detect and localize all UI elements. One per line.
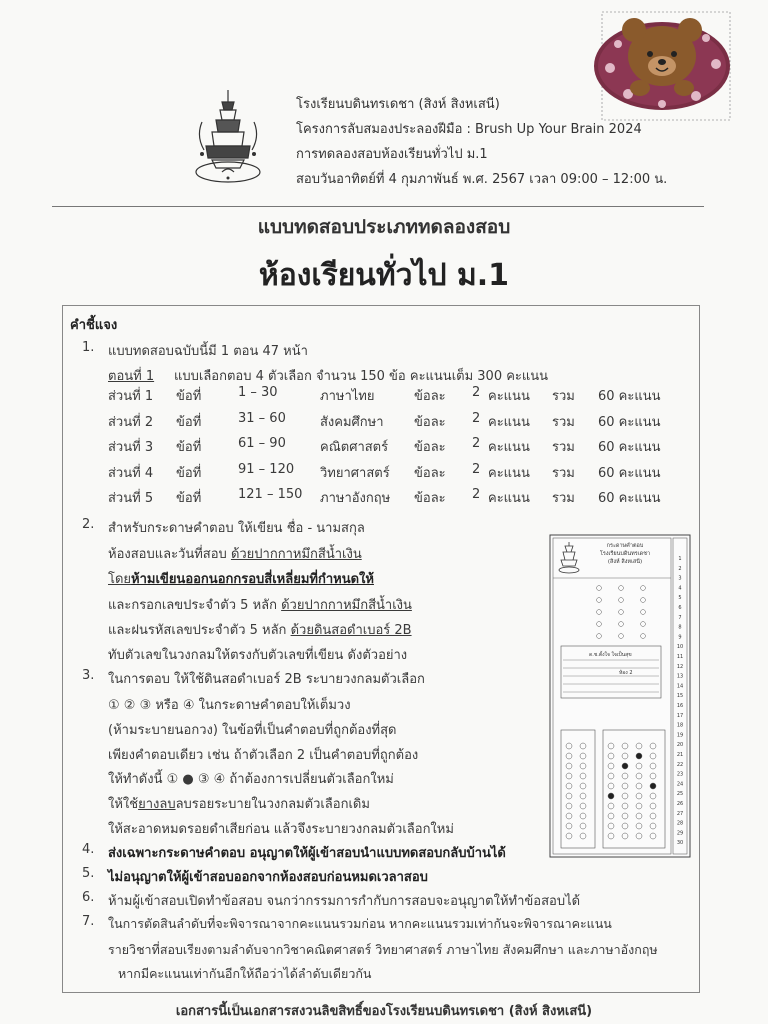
item-3-line-b: ① ② ③ หรือ ④ ในกระดาษคำตอบให้เต็มวง <box>108 698 351 713</box>
item-3-line-c: (ห้ามระบายนอกวง) ในข้อที่เป็นคำตอบที่ถูกต้องที่สุด <box>108 723 397 738</box>
sheet-row-number: 30 <box>676 840 684 847</box>
score-table-cell-sum: 60 คะแนน <box>598 440 661 455</box>
score-table-cell-range: 91 – 120 <box>238 461 295 477</box>
item-2-line-c-text: โดย <box>108 572 132 587</box>
sheet-row-number: 3 <box>678 575 682 582</box>
sheet-row-number: 6 <box>678 605 682 611</box>
sheet-row-number: 21 <box>676 752 684 758</box>
item-3-line-f <box>108 793 370 814</box>
sheet-row-number: 24 <box>676 781 684 788</box>
item-1-text: แบบทดสอบฉบับนี้มี 1 ตอน 47 หน้า <box>108 344 308 359</box>
project-name: โครงการลับสมองประลองฝีมือ : Brush Up Your Brain 2024 <box>296 122 642 137</box>
item-2-line-d-underline: ด้วยปากกาหมึกสีน้ำเงิน <box>281 598 412 613</box>
score-table-cell-range: 61 – 90 <box>238 436 286 451</box>
sample-answer-sheet <box>549 534 691 858</box>
score-table-cell-total: รวม <box>552 389 575 404</box>
item-2-line-d-text: และกรอกเลขประจำตัว 5 หลัก <box>108 598 282 613</box>
sheet-row-number: 1 <box>678 556 682 562</box>
item-2-line-e-text: และฝนรหัสเลขประจำตัว 5 หลัก <box>108 623 291 638</box>
sheet-row-number: 12 <box>676 663 684 670</box>
score-table-cell-pts: 2 <box>472 461 481 477</box>
score-table-cell-sum: 60 คะแนน <box>598 491 661 506</box>
score-table-cell-pts: 2 <box>472 385 481 400</box>
score-table-cell-subject: คณิตศาสตร์ <box>320 440 389 455</box>
sheet-row-number: 20 <box>676 742 684 749</box>
sheet-row-number: 28 <box>676 820 684 827</box>
doc-title: ห้องเรียนทั่วไป ม.1 <box>258 258 510 293</box>
exam-name: การทดลองสอบห้องเรียนทั่วไป ม.1 <box>296 147 488 162</box>
score-table-cell-unit: คะแนน <box>488 465 530 481</box>
score-table-cell-each: ข้อละ <box>414 389 446 404</box>
item-2-line-b-text: ห้องสอบและวันที่สอบ <box>108 547 231 562</box>
item-1-number: 1. <box>82 340 95 355</box>
score-table-cell-sec: ส่วนที่ 1 <box>108 389 154 404</box>
item-6-text: ห้ามผู้เข้าสอบเปิดทำข้อสอบ จนกว่ากรรมการกำกับการสอบจะอนุญาตให้ทำข้อสอบได้ <box>108 894 581 909</box>
score-table-cell-subject: ภาษาไทย <box>320 389 375 404</box>
item-5-number: 5. <box>82 866 95 881</box>
item-7-number: 7. <box>82 914 95 929</box>
sheet-row-number: 9 <box>678 634 682 641</box>
answer-sheet-school: โรงเรียนบดินทรเดชา <box>599 551 651 557</box>
item-4-text: ส่งเฉพาะกระดาษคำตอบ อนุญาตให้ผู้เข้าสอบนำแบบทดสอบกลับบ้านได้ <box>108 846 506 861</box>
score-table-cell-range: 121 – 150 <box>238 487 303 502</box>
sheet-id-bubble <box>650 783 656 789</box>
score-table-cell-unit: คะแนน <box>488 440 530 455</box>
sheet-row-number: 19 <box>676 732 684 739</box>
item-3-line-a: ในการตอบ ให้ใช้ดินสอดำเบอร์ 2B ระบายวงกลมตัวเลือก <box>108 672 425 687</box>
item-7-line-b: รายวิชาที่สอบเรียงตามลำดับจากวิชาคณิตศาสตร์ วิทยาศาสตร์ ภาษาไทย สังคมศึกษา และภาษาอังกฤษ <box>108 942 658 957</box>
sheet-row-number: 14 <box>676 683 684 690</box>
score-table-cell-sec: ส่วนที่ 2 <box>108 414 154 430</box>
score-table-cell-subject: ภาษาอังกฤษ <box>320 491 391 506</box>
score-table-cell-q: ข้อที่ <box>176 491 202 506</box>
score-table-cell-sec: ส่วนที่ 4 <box>108 465 154 481</box>
score-table-cell-pts: 2 <box>472 410 481 426</box>
item-2-line-a: สำหรับกระดาษคำตอบ ให้เขียน ชื่อ - นามสกุล <box>108 521 365 536</box>
score-table-cell-each: ข้อละ <box>414 440 446 455</box>
score-table-cell-sec: ส่วนที่ 3 <box>108 440 154 455</box>
sheet-row-number: 26 <box>676 801 684 807</box>
exam-date: สอบวันอาทิตย์ที่ 4 กุมภาพันธ์ พ.ศ. 2567 เวลา 09:00 – 12:00 น. <box>296 172 668 187</box>
sheet-row-number: 10 <box>676 644 684 651</box>
score-table-cell-each: ข้อละ <box>414 491 446 506</box>
sheet-row-number: 22 <box>676 761 684 768</box>
instructions-heading: คำชี้แจง <box>70 318 118 333</box>
part-label: ตอนที่ 1 <box>108 369 155 384</box>
sheet-row-number: 17 <box>676 712 684 719</box>
school-name: โรงเรียนบดินทรเดชา (สิงห์ สิงหเสนี) <box>296 97 500 112</box>
sheet-row-number: 2 <box>678 565 682 572</box>
item-2-line-f: ทับตัวเลขในวงกลมให้ตรงกับตัวเลขที่เขียน ดังตัวอย่าง <box>108 648 408 663</box>
item-2-line-e <box>108 619 412 640</box>
score-table-cell-total: รวม <box>552 465 575 481</box>
score-table-cell-range: 1 – 30 <box>238 385 278 400</box>
item-2-line-c-bold: ห้ามเขียนออกนอกกรอบสี่เหลี่ยมที่กำหนดให้ <box>131 572 374 587</box>
answer-sheet-title: กระดาษคำตอบ <box>606 543 644 549</box>
score-table-cell-q: ข้อที่ <box>176 465 202 481</box>
item-3-line-e: ให้ทำดังนี้ ① ● ③ ④ ถ้าต้องการเปลี่ยนตัวเลือกใหม่ <box>108 772 394 787</box>
doc-subtitle: แบบทดสอบประเภททดลองสอบ <box>257 216 511 238</box>
item-3-line-f-rest: ลบรอยระบายในวงกลมตัวเลือกเดิม <box>175 797 370 812</box>
bear-sticker-image <box>592 8 732 122</box>
score-table-cell-total: รวม <box>552 414 575 430</box>
item-5-text: ไม่อนุญาตให้ผู้เข้าสอบออกจากห้องสอบก่อนหมดเวลาสอบ <box>108 870 428 885</box>
score-table-cell-pts: 2 <box>472 436 481 451</box>
score-table-cell-each: ข้อละ <box>414 465 446 481</box>
school-emblem-icon <box>192 88 264 190</box>
item-2-line-c <box>108 568 374 589</box>
score-table-cell-each: ข้อละ <box>414 414 446 430</box>
score-table-cell-pts: 2 <box>472 487 481 502</box>
sheet-id-bubble <box>608 793 614 799</box>
item-3-line-g: ให้สะอาดหมดรอยดำเสียก่อน แล้วจึงระบายวงกลมตัวเลือกใหม่ <box>108 822 454 837</box>
sheet-row-number: 8 <box>678 624 682 631</box>
score-table-cell-sum: 60 คะแนน <box>598 389 661 404</box>
item-7-line-c: หากมีคะแนนเท่ากันอีกให้ถือว่าได้ลำดับเดียวกัน <box>118 966 372 981</box>
score-table-cell-q: ข้อที่ <box>176 389 202 404</box>
sheet-id-bubble <box>622 763 628 769</box>
sheet-row-number: 29 <box>676 830 684 837</box>
sheet-row-number: 16 <box>676 703 684 709</box>
score-table-cell-total: รวม <box>552 440 575 455</box>
sheet-row-number: 13 <box>676 673 684 680</box>
score-table-cell-unit: คะแนน <box>488 389 530 404</box>
score-table-cell-subject: วิทยาศาสตร์ <box>320 465 390 481</box>
sheet-row-number: 27 <box>676 810 684 817</box>
sheet-row-number: 23 <box>676 771 684 778</box>
answer-sheet-school-sub: (สิงห์ สิงหเสนี) <box>607 559 643 565</box>
answer-sheet-sample-name: ด.ช.ตั้งใจ ใจเป็นสุข <box>589 652 632 658</box>
sheet-row-number: 4 <box>678 585 682 592</box>
item-3-line-f-text: ให้ใช้ <box>108 797 139 812</box>
item-2-line-e-underline: ด้วยดินสอดำเบอร์ 2B <box>290 623 412 638</box>
sheet-row-number: 11 <box>676 654 684 660</box>
score-table-cell-range: 31 – 60 <box>238 410 286 426</box>
item-3-line-d: เพียงคำตอบเดียว เช่น ถ้าตัวเลือก 2 เป็นคำตอบที่ถูกต้อง <box>108 748 419 763</box>
score-table-cell-total: รวม <box>552 491 575 506</box>
item-6-number: 6. <box>82 890 95 905</box>
header-divider <box>52 206 704 207</box>
item-3-line-f-underline: ยางลบ <box>138 797 176 812</box>
part-description: แบบเลือกตอบ 4 ตัวเลือก จำนวน 150 ข้อ คะแนนเต็ม 300 คะแนน <box>174 369 549 384</box>
item-4-number: 4. <box>82 842 95 857</box>
item-2-number: 2. <box>82 517 95 532</box>
score-table-cell-subject: สังคมศึกษา <box>320 414 384 430</box>
score-table-cell-unit: คะแนน <box>488 491 530 506</box>
sheet-row-number: 7 <box>678 614 682 621</box>
item-2-line-b-underline: ด้วยปากกาหมึกสีน้ำเงิน <box>230 547 362 562</box>
score-table-cell-unit: คะแนน <box>488 414 530 430</box>
score-table-cell-sec: ส่วนที่ 5 <box>108 491 154 506</box>
item-7-line-a: ในการตัดสินลำดับที่จะพิจารณาจากคะแนนรวมก่อน หากคะแนนรวมเท่ากันจะพิจารณาคะแนน <box>108 916 612 931</box>
copyright-footer: เอกสารนี้เป็นเอกสารสงวนลิขสิทธิ์ของโรงเรียนบดินทรเดชา (สิงห์ สิงหเสนี) <box>175 1004 593 1019</box>
sheet-row-number: 25 <box>676 791 684 798</box>
score-table-cell-sum: 60 คะแนน <box>598 414 661 430</box>
item-2-line-b <box>108 543 362 564</box>
sheet-row-number: 18 <box>676 722 684 729</box>
item-2-line-d <box>108 594 412 615</box>
score-table-cell-q: ข้อที่ <box>176 414 202 430</box>
score-table-cell-q: ข้อที่ <box>176 440 202 455</box>
answer-sheet-sample-room: ห้อง 2 <box>619 670 633 676</box>
score-table-cell-sum: 60 คะแนน <box>598 465 661 481</box>
item-3-number: 3. <box>82 668 95 683</box>
sheet-row-number: 5 <box>678 595 682 602</box>
sheet-row-number: 15 <box>676 693 684 700</box>
sheet-id-bubble <box>636 753 642 759</box>
